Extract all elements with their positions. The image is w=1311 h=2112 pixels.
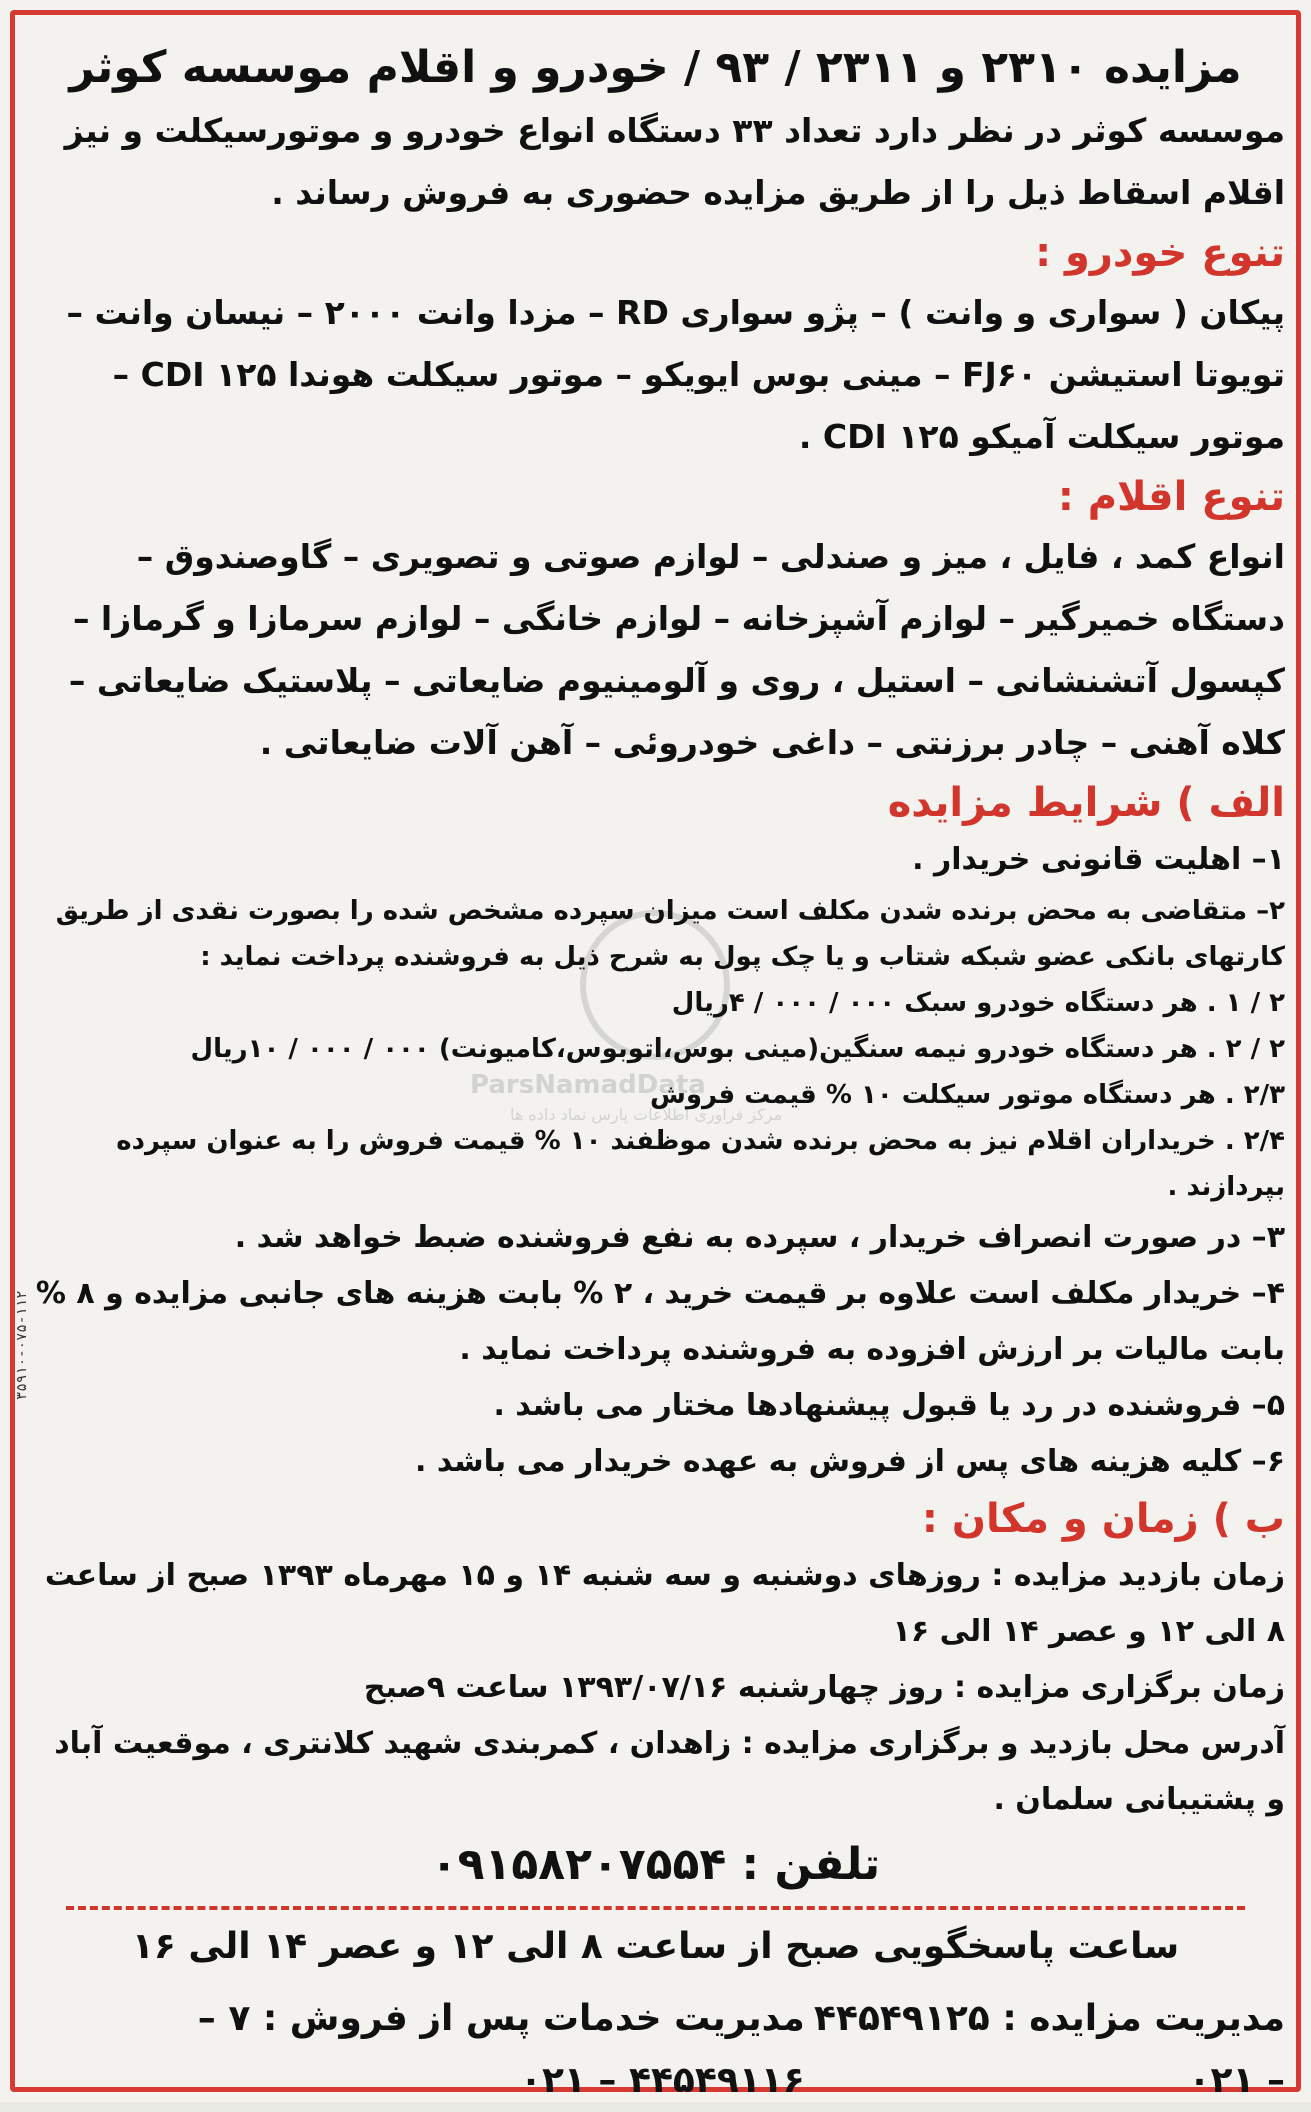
notice-title: مزایده ۲۳۱۰ و ۲۳۱۱ / ۹۳ / خودرو و اقلام موسسه کوثر (69, 42, 1242, 93)
footer-contacts (26, 1988, 1285, 2112)
side-code: ۳۵۹۱۰-۰۷۵-۱۱۲ (14, 1290, 30, 1400)
watermark-subtext: مرکز فراوری اطلاعات پارس نماد داده ها (510, 1105, 783, 1124)
schedule-heading: ب ) زمان و مکان : (921, 1496, 1285, 1542)
condition-4: ۴– خریدار مکلف است علاوه بر قیمت خرید ، ۲ % بابت هزینه های جانبی مزایده و ۸ % بابت مالیات بر ارزش افزوده به فروشنده پرداخت نماید . (35, 1276, 1285, 1367)
response-hours: ساعت پاسخگویی صبح از ساعت ۸ الی ۱۲ و عصر ۱۴ الی ۱۶ (131, 1926, 1180, 1967)
dashed-divider (66, 1906, 1245, 1910)
condition-3: ۳– در صورت انصراف خریدار ، سپرده به نفع فروشنده ضبط خواهد شد . (234, 1220, 1285, 1255)
vehicles-list: پیکان ( سواری و وانت ) – پژو سواری RD – مزدا وانت ۲۰۰۰ – نیسان وانت – تویوتا استیشن FJ۶۰ – مینی بوس ایویکو – موتور سیکلت هوندا CDI ۱۲۵ – موتور سیکلت آمیکو CDI ۱۲۵ . (66, 293, 1285, 456)
notice-body (26, 22, 1285, 2101)
condition-2-2: ۲ / ۲ . هر دستگاه خودرو نیمه سنگین(مینی بوس،اتوبوس،کامیونت) ۰۰۰ / ۰۰۰ / ۱۰ریال (190, 1034, 1285, 1064)
condition-2-4: ۲/۴ . خریداران اقلام نیز به محض برنده شدن موظفند ۱۰ % قیمت فروش را به عنوان سپرده بپردازند . (116, 1126, 1285, 1202)
address: آدرس محل بازدید و برگزاری مزایده : زاهدان ، کمربندی شهید کلانتری ، موقعیت آباد و پشتیبانی سلمان . (54, 1726, 1285, 1817)
auction-management: مدیریت مزایده : ۴۴۵۴۹۱۲۵ – ۰۲۱ (814, 1998, 1285, 2101)
items-list: انواع کمد ، فایل ، میز و صندلی – لوازم صوتی و تصویری – گاوصندوق – دستگاه خمیرگیر – لوازم آشپزخانه – لوازم خانگی – لوازم سرمازا و گرمازا – کپسول آتشنشانی – استیل ، روی و آلومینیوم ضایعاتی – پلاستیک ضایعاتی – کلاه آهنی – چادر برزنتی – داغی خودروئی – آهن آلات ضایعاتی . (68, 537, 1285, 762)
watermark-text: ParsNamadData (470, 1070, 706, 1100)
items-heading: تنوع اقلام : (1057, 474, 1285, 520)
notice-intro: موسسه کوثر در نظر دارد تعداد ۳۳ دستگاه انواع خودرو و موتورسیکلت و نیز اقلام اسقاط ذیل را از طریق مزایده حضوری به فروش رساند . (64, 111, 1285, 212)
condition-1: ۱– اهلیت قانونی خریدار . (912, 842, 1285, 877)
condition-2-3: ۲/۳ . هر دستگاه موتور سیکلت ۱۰ % قیمت فروش (649, 1080, 1285, 1110)
visit-time: زمان بازدید مزایده : روزهای دوشنبه و سه شنبه ۱۴ و ۱۵ مهرماه ۱۳۹۳ صبح از ساعت ۸ الی ۱۲ و عصر ۱۴ الی ۱۶ (44, 1558, 1285, 1649)
phone-number: تلفن : ۰۹۱۵۸۲۰۷۵۵۴ (430, 1839, 881, 1890)
condition-2: ۲– متقاضی به محض برنده شدن مکلف است میزان سپرده مشخص شده را بصورت نقدی از طریق کارتهای بانکی عضو شبکه شتاب و یا چک پول به شرح ذیل به فروشنده پرداخت نماید : (55, 896, 1285, 972)
conditions-heading: الف ) شرایط مزایده (887, 780, 1285, 826)
condition-5: ۵– فروشنده در رد یا قبول پیشنهادها مختار می باشد . (493, 1388, 1285, 1423)
condition-2-1: ۲ / ۱ . هر دستگاه خودرو سبک ۰۰۰ / ۰۰۰ / ۴ریال (671, 988, 1285, 1018)
aftersales-management: مدیریت خدمات پس از فروش : ۷ – ۴۴۵۴۹۱۱۶ – ۰۲۱ (197, 1998, 805, 2101)
condition-6: ۶– کلیه هزینه های پس از فروش به عهده خریدار می باشد . (415, 1444, 1285, 1479)
holding-time: زمان برگزاری مزایده : روز چهارشنبه ۱۳۹۳/۰۷/۱۶ ساعت ۹صبح (363, 1670, 1285, 1705)
vehicles-heading: تنوع خودرو : (1035, 230, 1285, 276)
